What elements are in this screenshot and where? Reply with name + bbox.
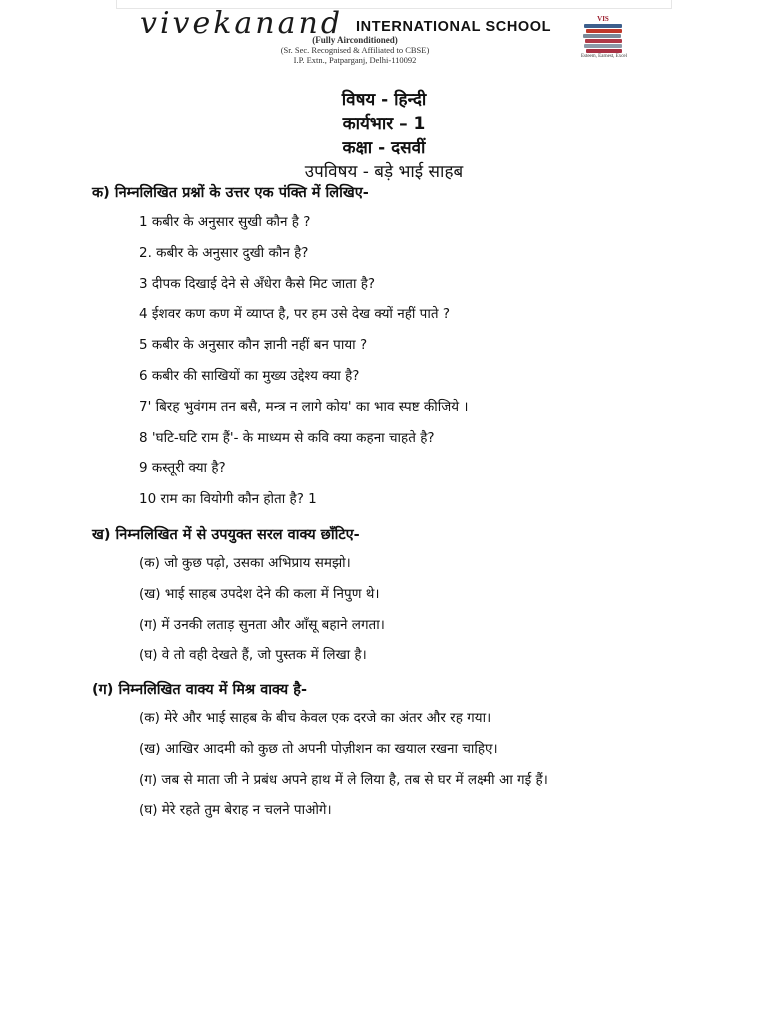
class-title: कक्षा - दसवीं [342, 138, 426, 158]
list-item: 5 कबीर के अनुसार कौन ज्ञानी नहीं बन पाया ? [139, 337, 368, 354]
list-item: 4 ईशवर कण कण में व्याप्त है, पर हम उसे देख क्यों नहीं पाते ? [139, 306, 450, 323]
list-item: (ख) भाई साहब उपदेश देने की कला में निपुण थे। [139, 585, 380, 602]
school-logo-wordmark: vivekanand [140, 6, 344, 41]
emblem-motto: Esteem, Earnest, Excel [580, 54, 628, 59]
school-name: INTERNATIONAL SCHOOL [356, 19, 552, 35]
section-a-heading: क) निम्नलिखित प्रश्नों के उत्तर एक पंक्ति में लिखिए- [92, 185, 369, 201]
section-b-options [139, 548, 385, 671]
list-item: (घ) वे तो वही देखते हैं, जो पुस्तक में लिखा है। [139, 647, 367, 664]
list-item: (क) जो कुछ पढ़ो, उसका अभिप्राय समझो। [139, 555, 351, 571]
list-item: 6 कबीर की साखियों का मुख्य उद्देश्य क्या है? [139, 367, 360, 384]
list-item: 10 राम का वियोगी कौन होता है? 1 [139, 491, 317, 508]
section-c-options [139, 703, 548, 826]
page-corner-left [116, 0, 117, 8]
list-item: (ग) जब से माता जी ने प्रबंध अपने हाथ में ले लिया है, तब से घर में लक्ष्मी आ गई हैं। [139, 771, 548, 788]
list-item: (क) मेरे और भाई साहब के बीच केवल एक दरजे का अंतर और रह गया। [139, 710, 492, 726]
emblem-text: VIS [597, 15, 609, 23]
section-b-heading: ख) निम्नलिखित में से उपयुक्त सरल वाक्य छाँटिए- [92, 527, 360, 543]
assignment-title: कार्यभार – 1 [342, 114, 426, 134]
list-item: 7' बिरह भुवंगम तन बसै, मन्त्र न लागे कोय' का भाव स्पष्ट कीजिये । [139, 398, 469, 415]
list-item: 8 'घटि-घटि राम हैं'- के माध्यम से कवि क्या कहना चाहते है? [139, 429, 435, 446]
school-affiliation: (Sr. Sec. Recognised & Affiliated to CBSE) [280, 45, 430, 55]
list-item: (ग) में उनकी लताड़ सुनता और आँसू बहाने लगता। [139, 616, 385, 633]
list-item: 3 दीपक दिखाई देने से अँधेरा कैसे मिट जाता है? [139, 275, 376, 292]
list-item: (घ) मेरे रहते तुम बेराह न चलने पाओगे। [139, 802, 332, 819]
subject-title: विषय - हिन्दी [341, 90, 427, 110]
topic-title: उपविषय - बड़े भाई साहब [304, 162, 464, 182]
section-a-questions [139, 207, 469, 515]
list-item: (ख) आखिर आदमी को कुछ तो अपनी पोज़ीशन का खयाल रखना चाहिए। [139, 740, 498, 757]
page-corner-right [671, 0, 672, 8]
section-c-heading: (ग) निम्नलिखित वाक्य में मिश्र वाक्य है- [92, 682, 307, 698]
school-address: I.P. Extn., Patparganj, Delhi-110092 [293, 55, 417, 65]
assignment-titles [0, 88, 768, 184]
list-item: 2. कबीर के अनुसार दुखी कौन है? [139, 244, 309, 261]
school-tagline: (Fully Airconditioned) [312, 35, 398, 45]
list-item: 1 कबीर के अनुसार सुखी कौन है ? [139, 214, 311, 230]
list-item: 9 कस्तूरी क्या है? [139, 460, 226, 477]
